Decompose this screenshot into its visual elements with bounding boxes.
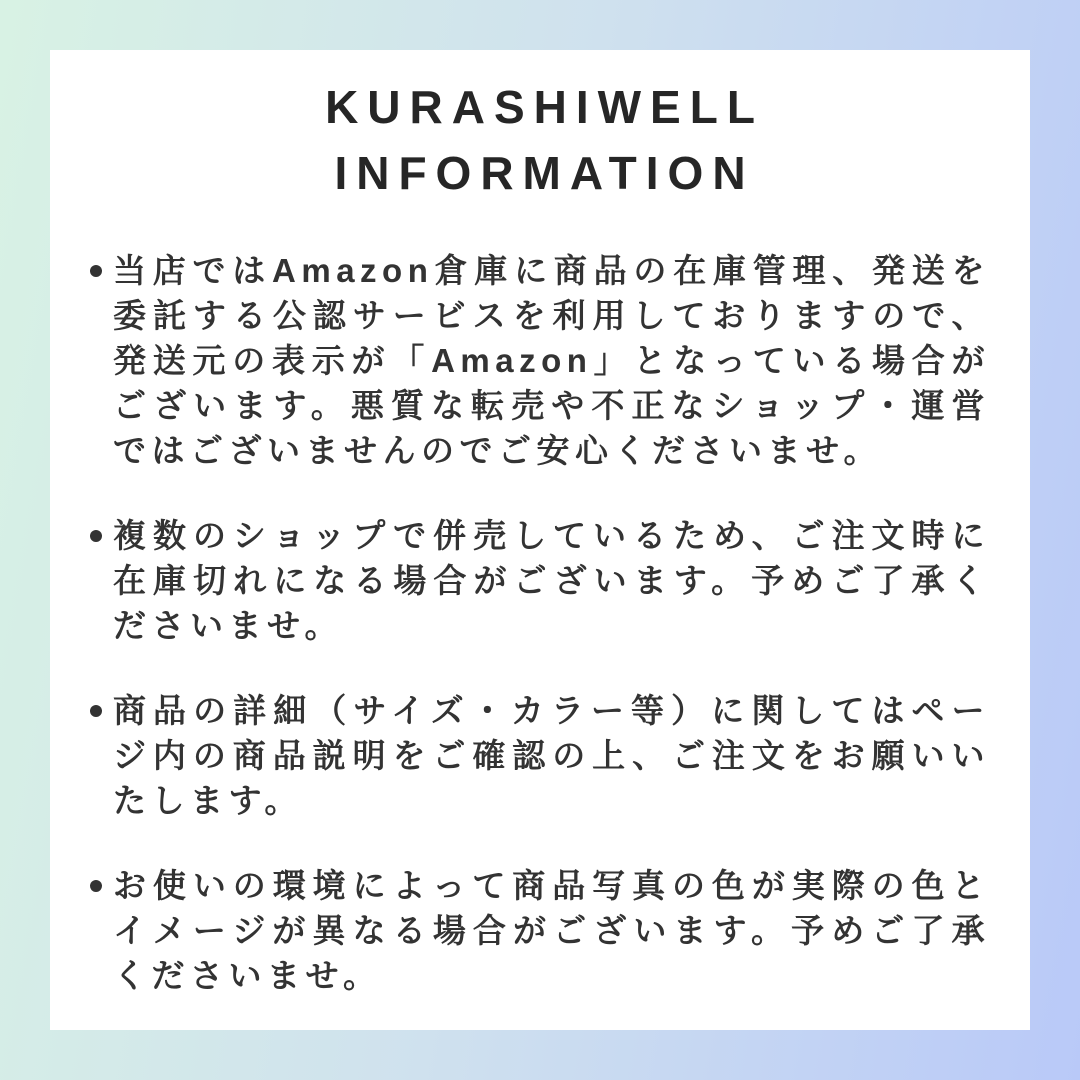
- note-text: 当店ではAmazon倉庫に商品の在庫管理、発送を委託する公認サービスを利用しておりますので、発送元の表示が「Amazon」となっている場合がございます。悪質な転売や不正なショップ・運営ではございませんのでご安心くださいませ。: [113, 252, 990, 469]
- page-title: [50, 74, 1030, 206]
- note-text: 複数のショップで併売しているため、ご注文時に在庫切れになる場合がございます。予めご了承くださいませ。: [113, 517, 990, 644]
- note-text: 商品の詳細（サイズ・カラー等）に関してはページ内の商品説明をご確認の上、ご注文をお願いいたします。: [113, 692, 990, 819]
- bullet-icon: [90, 705, 102, 717]
- list-item: [50, 248, 1030, 473]
- bullet-icon: [90, 530, 102, 542]
- title-line-2: INFORMATION: [334, 147, 755, 199]
- list-item: [50, 863, 1030, 998]
- notes-list: [50, 248, 1030, 998]
- bullet-icon: [90, 880, 102, 892]
- list-item: [50, 513, 1030, 648]
- list-item: [50, 688, 1030, 823]
- title-line-1: KURASHIWELL: [325, 81, 764, 133]
- note-text: お使いの環境によって商品写真の色が実際の色とイメージが異なる場合がございます。予めご了承くださいませ。: [113, 867, 990, 994]
- info-card: [50, 50, 1030, 1030]
- bullet-icon: [90, 265, 102, 277]
